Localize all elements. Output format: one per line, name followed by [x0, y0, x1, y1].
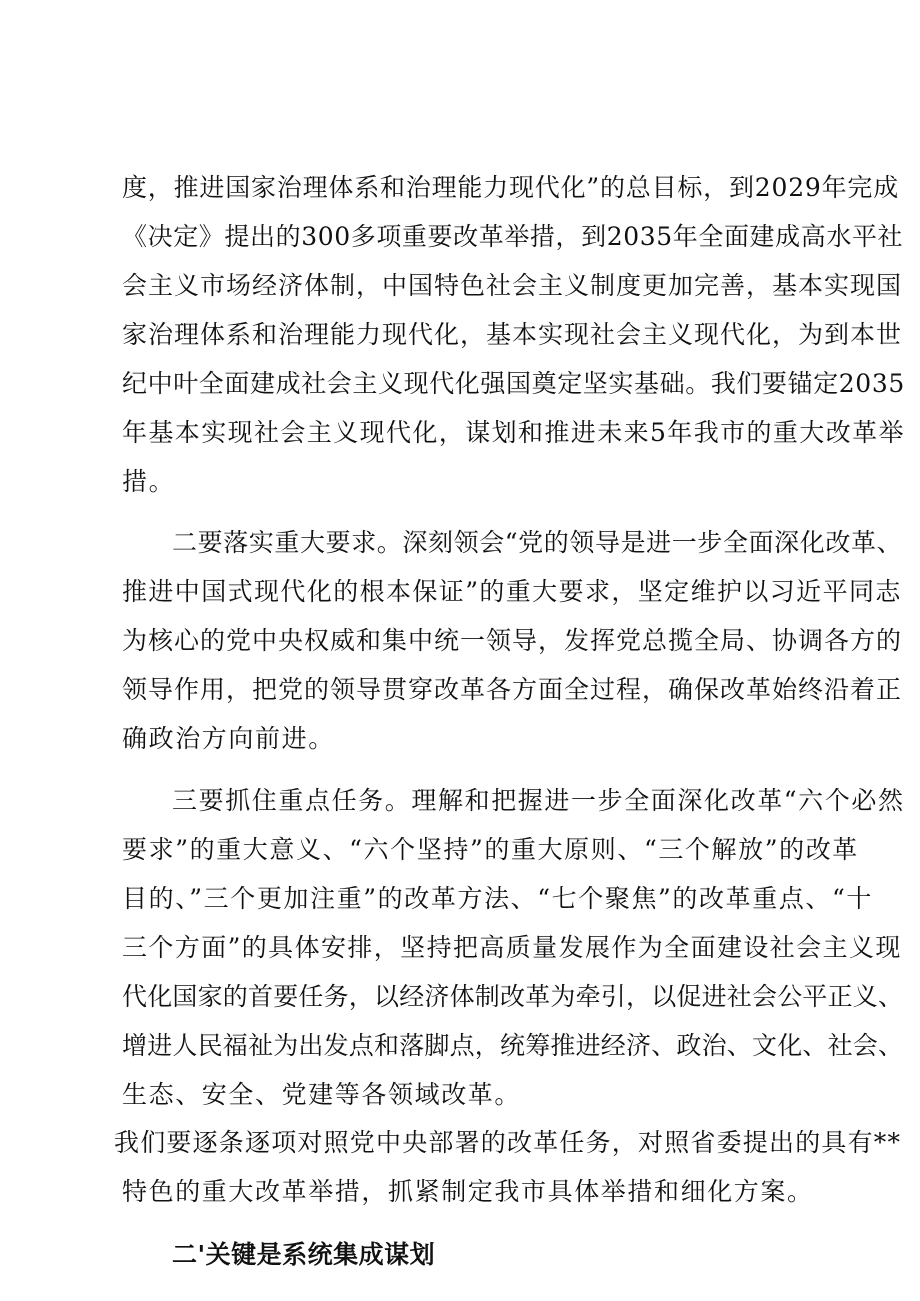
text-line: 《决定》提出的300多项重要改革举措，到2035年全面建成高水平社 [122, 222, 904, 251]
text-line: 家治理体系和治理能力现代化，基本实现社会主义现代化，为到本世 [122, 320, 903, 349]
text-line: 要求”的重大意义、“六个坚持”的重大原则、“三个解放”的改革 [122, 835, 859, 864]
text-line: 三个方面”的具体安排，坚持把高质量发展作为全面建设社会主义现 [122, 933, 902, 962]
text-line: 度，推进国家治理体系和治理能力现代化”的总目标，到2029年完成 [122, 173, 900, 202]
text-line: 特色的重大改革举措，抓紧制定我市具体举措和细化方案。 [122, 1177, 814, 1206]
text-line: 年基本实现社会主义现代化，谋划和推进未来5年我市的重大改革举 [122, 418, 905, 447]
text-line: 纪中叶全面建成社会主义现代化强国奠定坚实基础。我们要锚定2035 [122, 369, 905, 398]
text-line: 确政治方向前进。 [122, 724, 335, 753]
text-line: 目的、”三个更加注重”的改革方法、“七个聚焦”的改革重点、“十 [122, 884, 874, 913]
section-heading: 二'关键是系统集成谋划 [172, 1240, 436, 1269]
text-line: 为核心的党中央权威和集中统一领导，发挥党总揽全局、协调各方的 [122, 626, 903, 655]
text-line: 推进中国式现代化的根本保证”的重大要求，坚定维护以习近平同志 [122, 577, 902, 606]
text-line: 代化国家的首要任务，以经济体制改革为牵引，以促进社会公平正义、 [122, 982, 904, 1011]
text-line: 三要抓住重点任务。理解和把握进一步全面深化改革“六个必然 [172, 786, 905, 815]
text-line: 生态、安全、党建等各领域改革。 [122, 1080, 522, 1109]
text-line: 措。 [122, 467, 176, 496]
text-line: 增进人民福祉为出发点和落脚点，统筹推进经济、政治、文化、社会、 [122, 1031, 904, 1060]
text-line: 二要落实重大要求。深刻领会“党的领导是进一步全面深化改革、 [172, 528, 903, 557]
text-line: 会主义市场经济体制，中国特色社会主义制度更加完善，基本实现国 [122, 271, 903, 300]
text-line: 我们要逐条逐项对照党中央部署的改革任务，对照省委提出的具有** [114, 1128, 902, 1157]
text-line: 领导作用，把党的领导贯穿改革各方面全过程，确保改革始终沿着正 [122, 675, 903, 704]
